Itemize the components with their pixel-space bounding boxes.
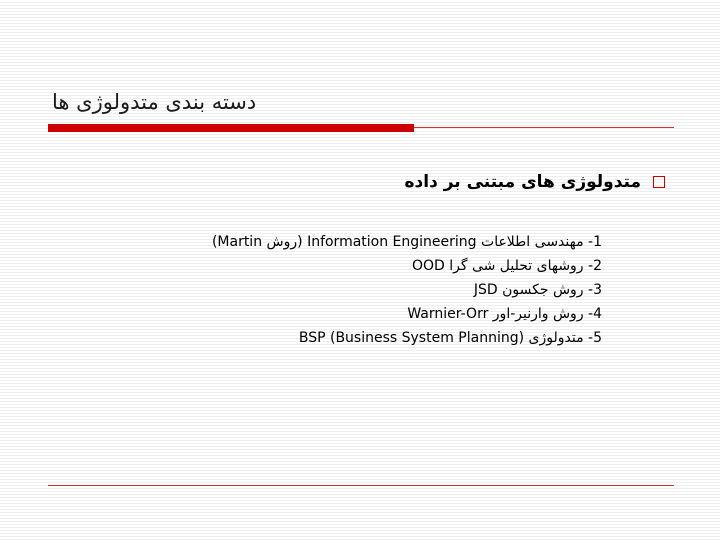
list-item: 1- مهندسی اطلاعات Information Engineering (روش Martin) — [211, 234, 602, 250]
title-underline-thick — [48, 124, 414, 132]
square-bullet-icon — [653, 176, 665, 188]
bullet-heading — [405, 172, 666, 192]
list-item: 2- روشهای تحلیل شی گرا OOD — [411, 258, 602, 274]
slide-title: دسته بندی متدولوژی ها — [52, 90, 257, 114]
list-item: 4- روش وارنیر-اور Warnier-Orr — [407, 306, 602, 322]
list-item: 5- متدولوژی (Business System Planning) BSP — [298, 330, 602, 346]
methodology-list — [42, 230, 602, 350]
title-underline-thin — [414, 127, 674, 128]
footer-divider — [48, 485, 674, 486]
bullet-heading-text: متدولوژی های مبتنی بر داده — [404, 172, 641, 192]
list-item: 3- روش جکسون JSD — [473, 282, 602, 298]
